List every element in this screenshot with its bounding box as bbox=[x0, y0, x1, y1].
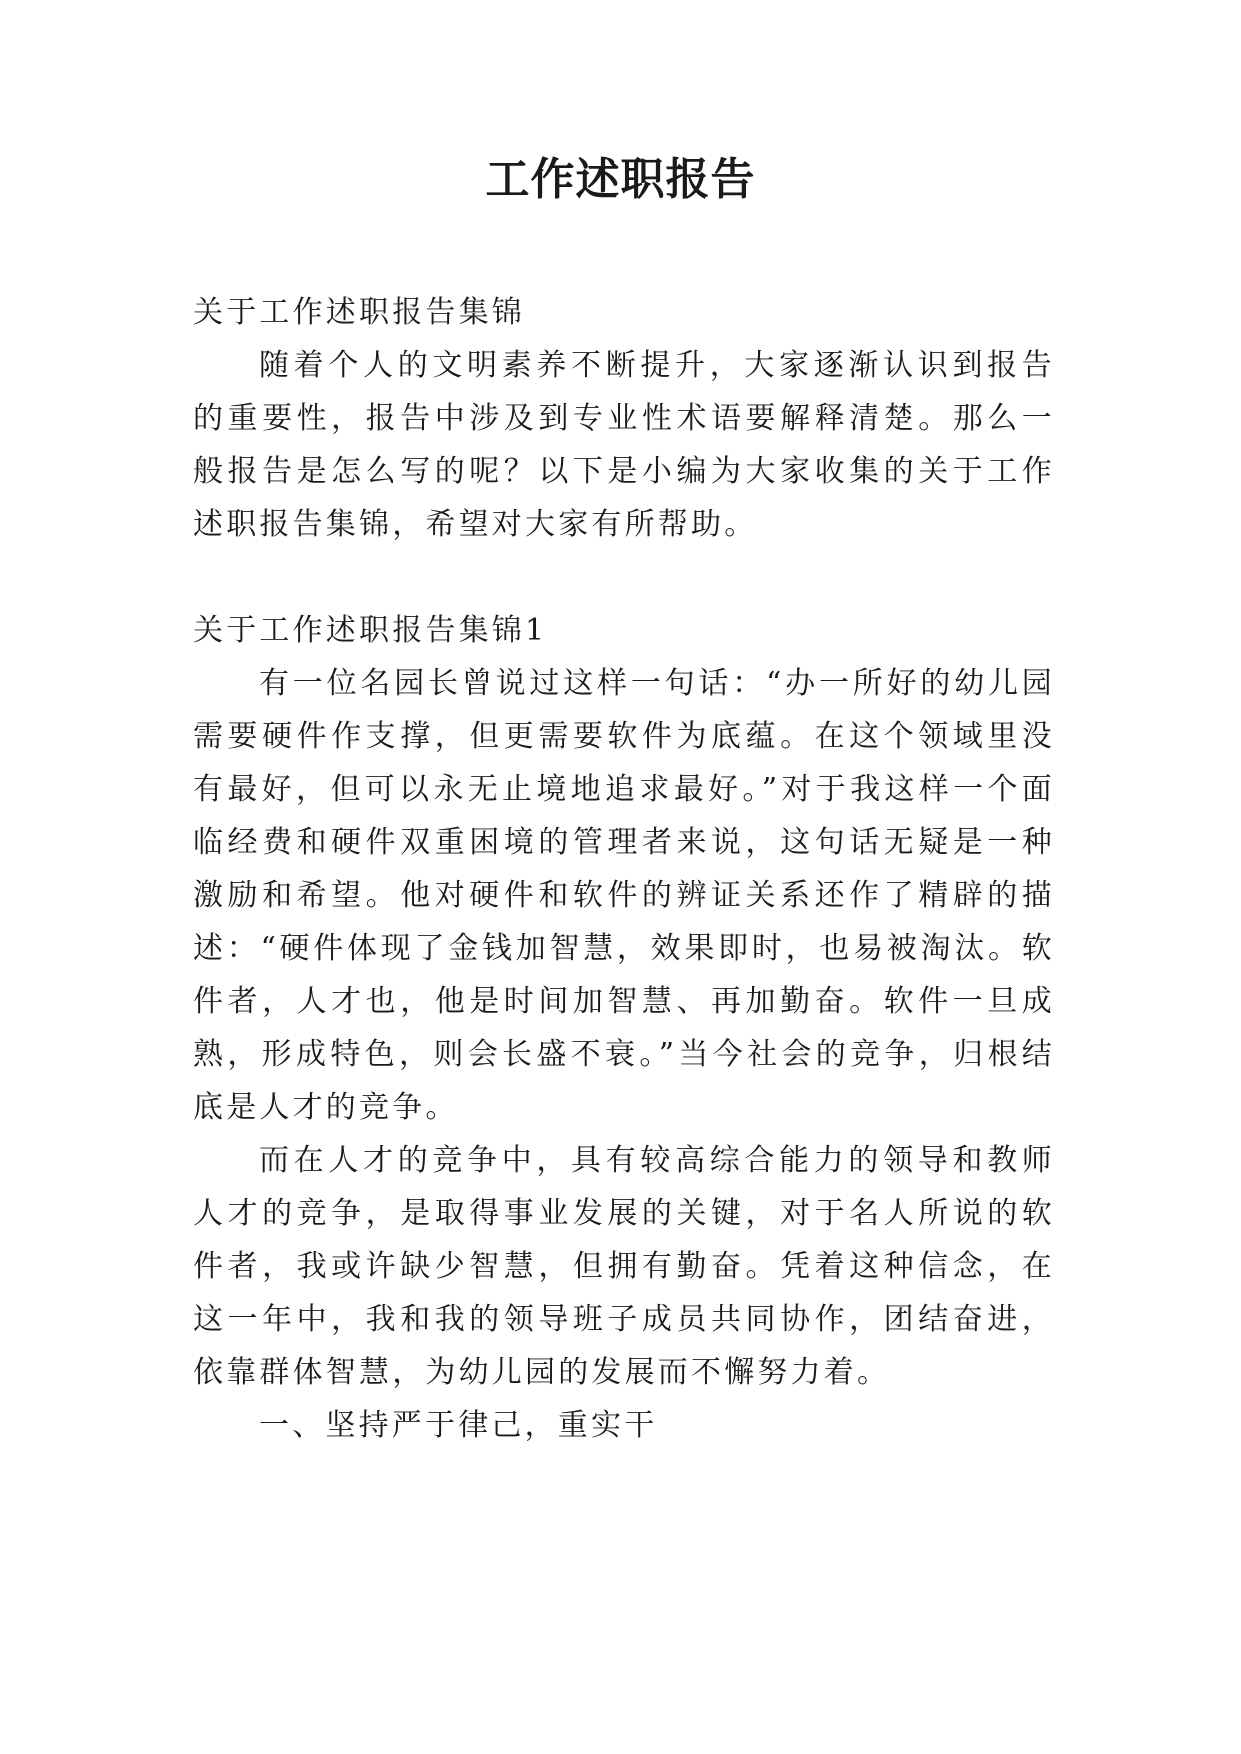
list-item-1: 一、坚持严于律己，重实干 bbox=[259, 1408, 658, 1443]
document-subtitle: 关于工作述职报告集锦 bbox=[193, 295, 525, 330]
body-paragraph-2: 而在人才的竞争中，具有较高综合能力的领导和教师人才的竞争，是取得事业发展的关键，对于名人所说的软件者，我或许缺少智慧，但拥有勤奋。凭着这种信念，在这一年中，我和我的领导班子成员共同协作，团结奋进，依靠群体智慧，为幼儿园的发展而不懈努力着。 bbox=[193, 1143, 1055, 1390]
paragraph-spacer bbox=[193, 551, 1055, 604]
document-body bbox=[193, 286, 1055, 1452]
document-title: 工作述职报告 bbox=[485, 154, 756, 205]
intro-paragraph: 随着个人的文明素养不断提升，大家逐渐认识到报告的重要性，报告中涉及到专业性术语要解释清楚。那么一般报告是怎么写的呢？以下是小编为大家收集的关于工作述职报告集锦，希望对大家有所帮助。 bbox=[193, 348, 1055, 542]
body-paragraph-1: 有一位名园长曾说过这样一句话：“办一所好的幼儿园需要硬件作支撑，但更需要软件为底蕴。在这个领域里没有最好，但可以永无止境地追求最好。”对于我这样一个面临经费和硬件双重困境的管理者来说，这句话无疑是一种激励和希望。他对硬件和软件的辨证关系还作了精辟的描述：“硬件体现了金钱加智慧，效果即时，也易被淘汰。软件者，人才也，他是时间加智慧、再加勤奋。软件一旦成熟，形成特色，则会长盛不衰。”当今社会的竞争，归根结底是人才的竞争。 bbox=[193, 666, 1055, 1125]
section-heading: 关于工作述职报告集锦1 bbox=[193, 613, 548, 648]
